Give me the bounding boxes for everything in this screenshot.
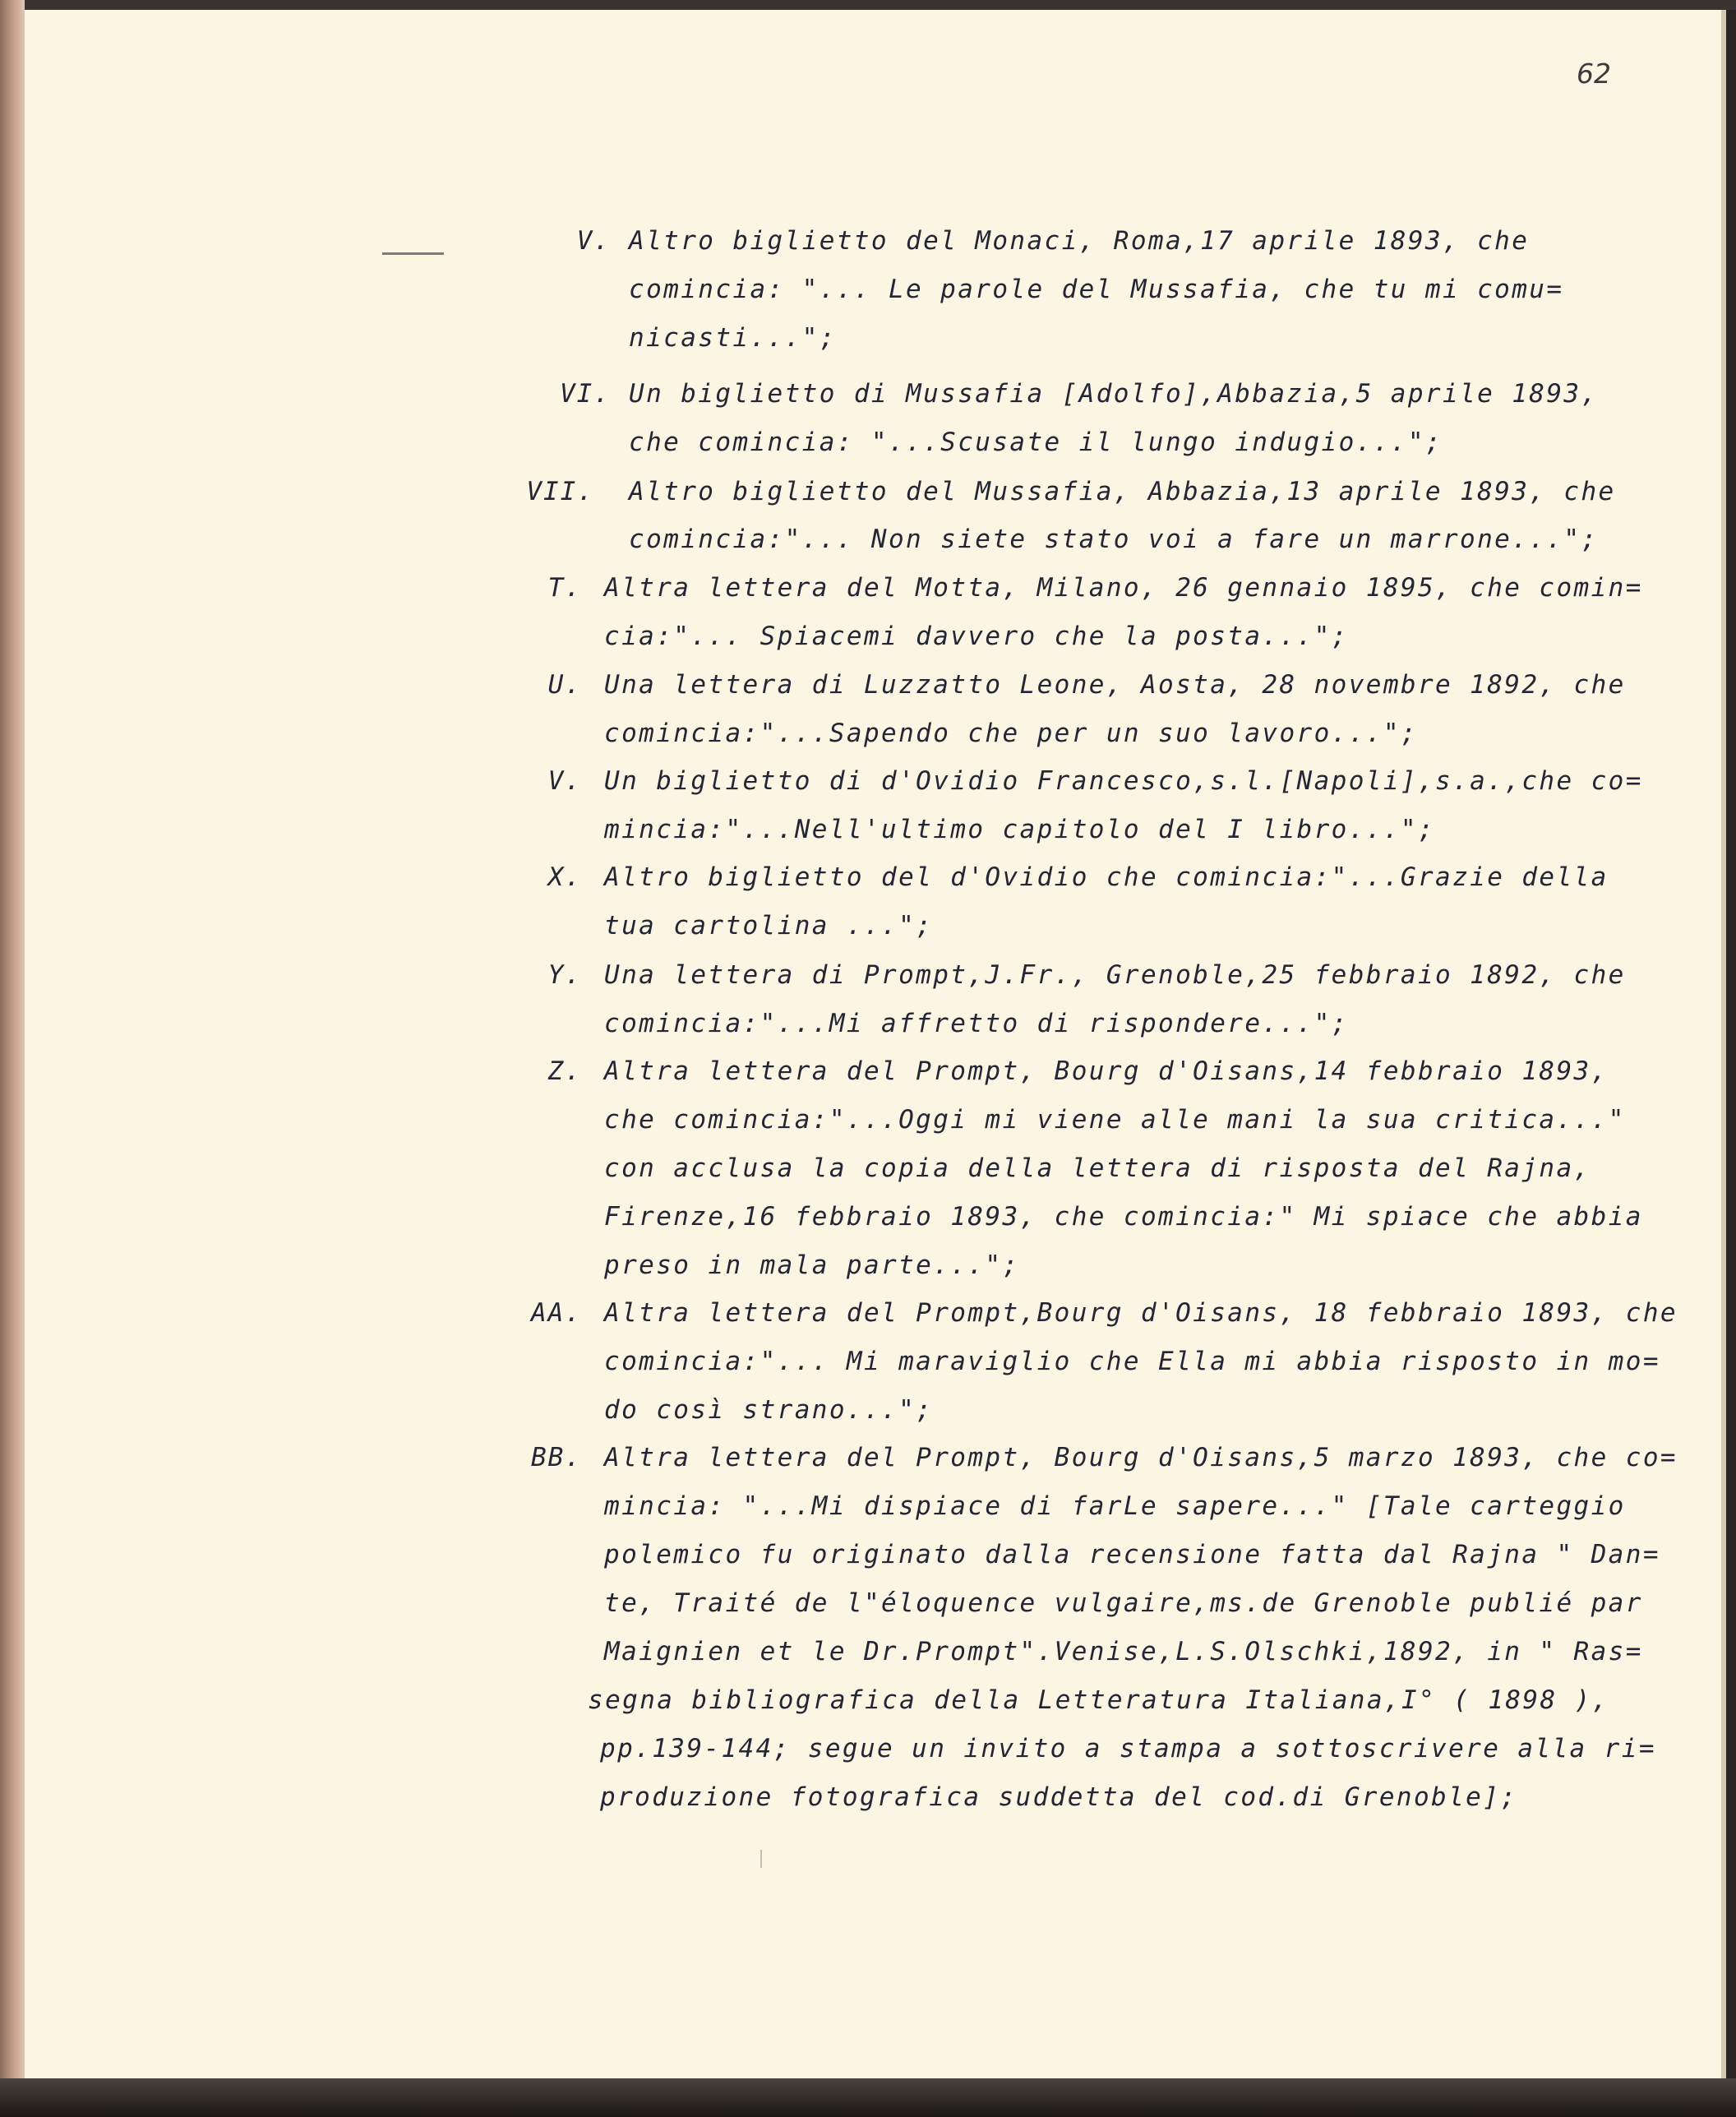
entry-line: mincia:"...Nell'ultimo capitolo del I libro..."; xyxy=(604,815,1436,844)
entry-line: mincia: "...Mi dispiace di farLe sapere..." [Tale carteggio xyxy=(604,1491,1626,1521)
entry-line: che comincia:"...Oggi mi viene alle mani la sua critica..." xyxy=(604,1105,1626,1135)
entry-line: Una lettera di Luzzatto Leone, Aosta, 28 novembre 1892, che xyxy=(604,670,1626,700)
entry-line: Un biglietto di d'Ovidio Francesco,s.l.[Napoli],s.a.,che co= xyxy=(604,766,1643,796)
entry-line: Altro biglietto del d'Ovidio che comincia:"...Grazie della xyxy=(604,862,1609,892)
entry-line: comincia:"... Non siete stato voi a fare un marrone..."; xyxy=(629,525,1599,554)
entry-label: V. xyxy=(576,226,611,256)
entry-label: VI. xyxy=(560,379,611,409)
scan-bottom-edge xyxy=(0,2078,1736,2117)
entry-line: comincia: "... Le parole del Mussafia, che tu mi comu= xyxy=(629,275,1564,304)
entry-line: polemico fu originato dalla recensione fatta dal Rajna " Dan= xyxy=(604,1540,1660,1569)
entry-line: Maignien et le Dr.Prompt".Venise,L.S.Olschki,1892, in " Ras= xyxy=(604,1637,1643,1666)
entry-line: te, Traité de l"éloquence vulgaire,ms.de Grenoble publié par xyxy=(604,1588,1643,1618)
entry-line: comincia:"...Sapendo che per un suo lavoro..."; xyxy=(604,719,1418,748)
entry-line: comincia:"...Mi affretto di rispondere..."; xyxy=(604,1009,1349,1038)
entry-label: Y. xyxy=(547,960,582,990)
entry-line: Altra lettera del Prompt, Bourg d'Oisans,14 febbraio 1893, xyxy=(604,1056,1609,1086)
entry-line: Altra lettera del Prompt, Bourg d'Oisans,5 marzo 1893, che co= xyxy=(604,1443,1678,1472)
entry-line: tua cartolina ..."; xyxy=(604,911,934,941)
entry-label: VII. xyxy=(526,477,594,506)
entry-line: che comincia: "...Scusate il lungo indugio..."; xyxy=(629,428,1443,457)
entry-line: preso in mala parte..."; xyxy=(604,1250,1020,1280)
typewritten-page xyxy=(25,10,1726,2078)
entry-label: T. xyxy=(547,573,582,603)
entry-line: Altra lettera del Prompt,Bourg d'Oisans, 18 febbraio 1893, che xyxy=(604,1298,1678,1328)
entry-line: cia:"... Spiacemi davvero che la posta..."; xyxy=(604,622,1349,651)
entry-list xyxy=(25,10,1726,2078)
entry-line: comincia:"... Mi maraviglio che Ella mi abbia risposto in mo= xyxy=(604,1347,1660,1376)
book-binding-edge xyxy=(0,0,25,2117)
page-number: 62 xyxy=(1577,58,1611,90)
entry-line: Altro biglietto del Mussafia, Abbazia,13 aprile 1893, che xyxy=(629,477,1616,506)
entry-line: nicasti..."; xyxy=(629,323,837,353)
scan-top-edge xyxy=(0,0,1736,10)
entry-label: U. xyxy=(547,670,582,700)
entry-line: con acclusa la copia della lettera di risposta del Rajna, xyxy=(604,1153,1591,1183)
entry-label: BB. xyxy=(531,1443,582,1472)
entry-line: Altra lettera del Motta, Milano, 26 gennaio 1895, che comin= xyxy=(604,573,1643,603)
entry-line: produzione fotografica suddetta del cod.di Grenoble]; xyxy=(600,1782,1518,1812)
entry-label: AA. xyxy=(531,1298,582,1328)
entry-label: Z. xyxy=(547,1056,582,1086)
entry-line: Firenze,16 febbraio 1893, che comincia:" Mi spiace che abbia xyxy=(604,1202,1643,1232)
entry-line: Altro biglietto del Monaci, Roma,17 aprile 1893, che xyxy=(629,226,1530,256)
entry-line: Una lettera di Prompt,J.Fr., Grenoble,25 febbraio 1892, che xyxy=(604,960,1626,990)
entry-line: pp.139-144; segue un invito a stampa a sottoscrivere alla ri= xyxy=(600,1734,1656,1763)
entry-line: Un biglietto di Mussafia [Adolfo],Abbazia,5 aprile 1893, xyxy=(629,379,1599,409)
entry-line: segna bibliografica della Letteratura Italiana,I° ( 1898 ), xyxy=(588,1685,1609,1715)
entry-label: V. xyxy=(547,766,582,796)
entry-line: do così strano..."; xyxy=(604,1395,934,1425)
entry-label: X. xyxy=(547,862,582,892)
